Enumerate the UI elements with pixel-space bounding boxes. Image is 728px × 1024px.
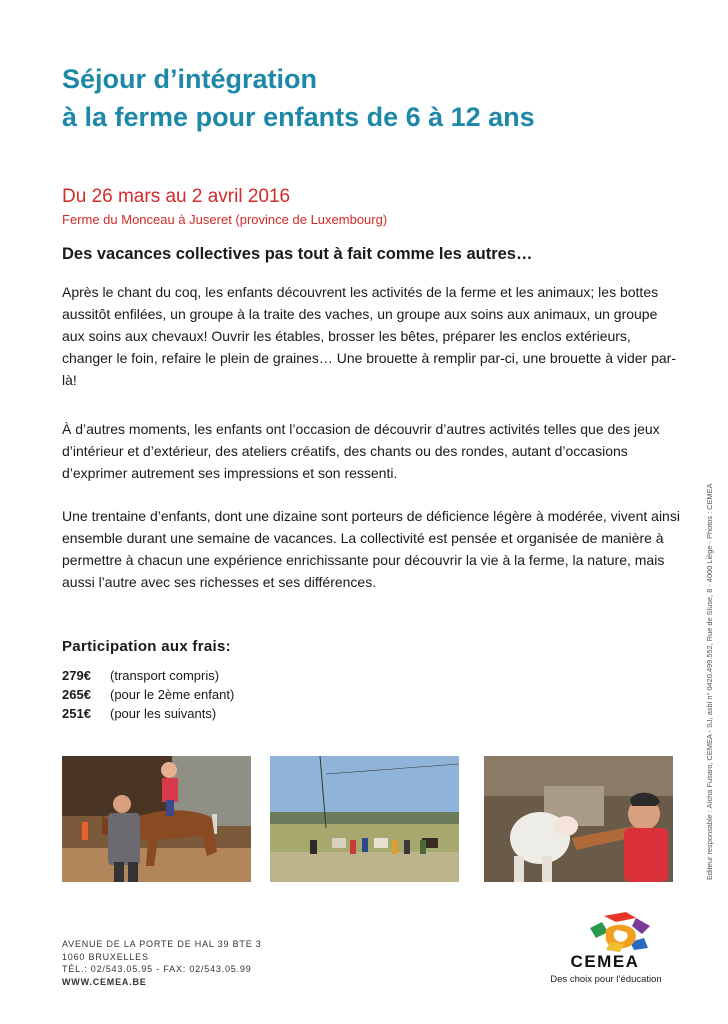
title-line-2: à la ferme pour enfants de 6 à 12 ans [62,102,535,132]
logo-wordmark: CEMEA [570,952,640,971]
logo-tagline: Des choix pour l’éducation [550,974,662,985]
fee-item [62,685,234,704]
fees-list [62,666,234,723]
document-title [62,60,702,136]
fee-price: 279€ [62,668,91,683]
section-subtitle: Des vacances collectives pas tout à fait comme les autres… [62,245,533,263]
event-place: Ferme du Monceau à Juseret (province de Luxembourg) [62,212,388,227]
paragraph-other-activities: À d’autres moments, les enfants ont l’occasion de découvrir d’autres activités telles que des jeux d’intérieur et d’extérieur, des ateliers créatifs, des chants ou des rondes, autant d’occasions d’exprimer autrement ses impressions et son ressenti. [62,421,660,481]
photo-goat-feeding [484,756,673,882]
fee-item [62,704,234,723]
fee-price: 265€ [62,687,91,702]
photo-group-walk [270,756,459,882]
photo-horse-riding [62,756,251,882]
address-street: AVENUE DE LA PORTE DE HAL 39 BTE 3 [62,939,262,949]
title-line-1: Séjour d’intégration [62,64,318,94]
paragraph-farm-activities: Après le chant du coq, les enfants découvrent les activités de la ferme et les animaux; les bottes aussitôt enfilées, un groupe à la traite des vaches, un groupe aux soins aux animaux, un groupe aux soins aux chevaux! Ouvrir les étables, brosser les bêtes, préparer les enclos extérieurs, changer le foin, refaire le plein de graines… Une brouette à remplir par-ci, une brouette à vider par-là! [62,284,676,388]
fee-label: (pour les suivants) [110,706,217,721]
address-city: 1060 BRUXELLES [62,951,149,962]
fee-label: (transport compris) [110,668,220,683]
fees-title: Participation aux frais: [62,638,231,655]
fee-label: (pour le 2ème enfant) [110,687,235,702]
footer-address [62,938,262,988]
address-phone: TÉL.: 02/543.05.95 - FAX: 02/543.05.99 [62,964,252,975]
website-link[interactable]: WWW.CEMEA.BE [62,976,147,987]
fee-price: 251€ [62,706,91,721]
fee-item [62,666,234,685]
paragraph-group: Une trentaine d’enfants, dont une dizaine sont porteurs de déficience légère à modérée, vivent ainsi ensemble durant une semaine de vacances. La collectivité est pensée et organisée de manière à permettre à chacun une expérience enrichissante pour découvrir la vie à la ferme, la nature, mais aussi l’autre avec ses richesses et ses différences. [62,508,680,590]
event-dates: Du 26 mars au 2 avril 2016 [62,186,291,207]
side-legal-note [696,300,716,880]
side-legal-text: Editeur responsable : Aïcha Fusaro, CEMEA - SJ, asbl n° 0420.499.552, Rue de Sluse, 8 - 4000 Liège - Photos : CEMEA [705,483,714,880]
